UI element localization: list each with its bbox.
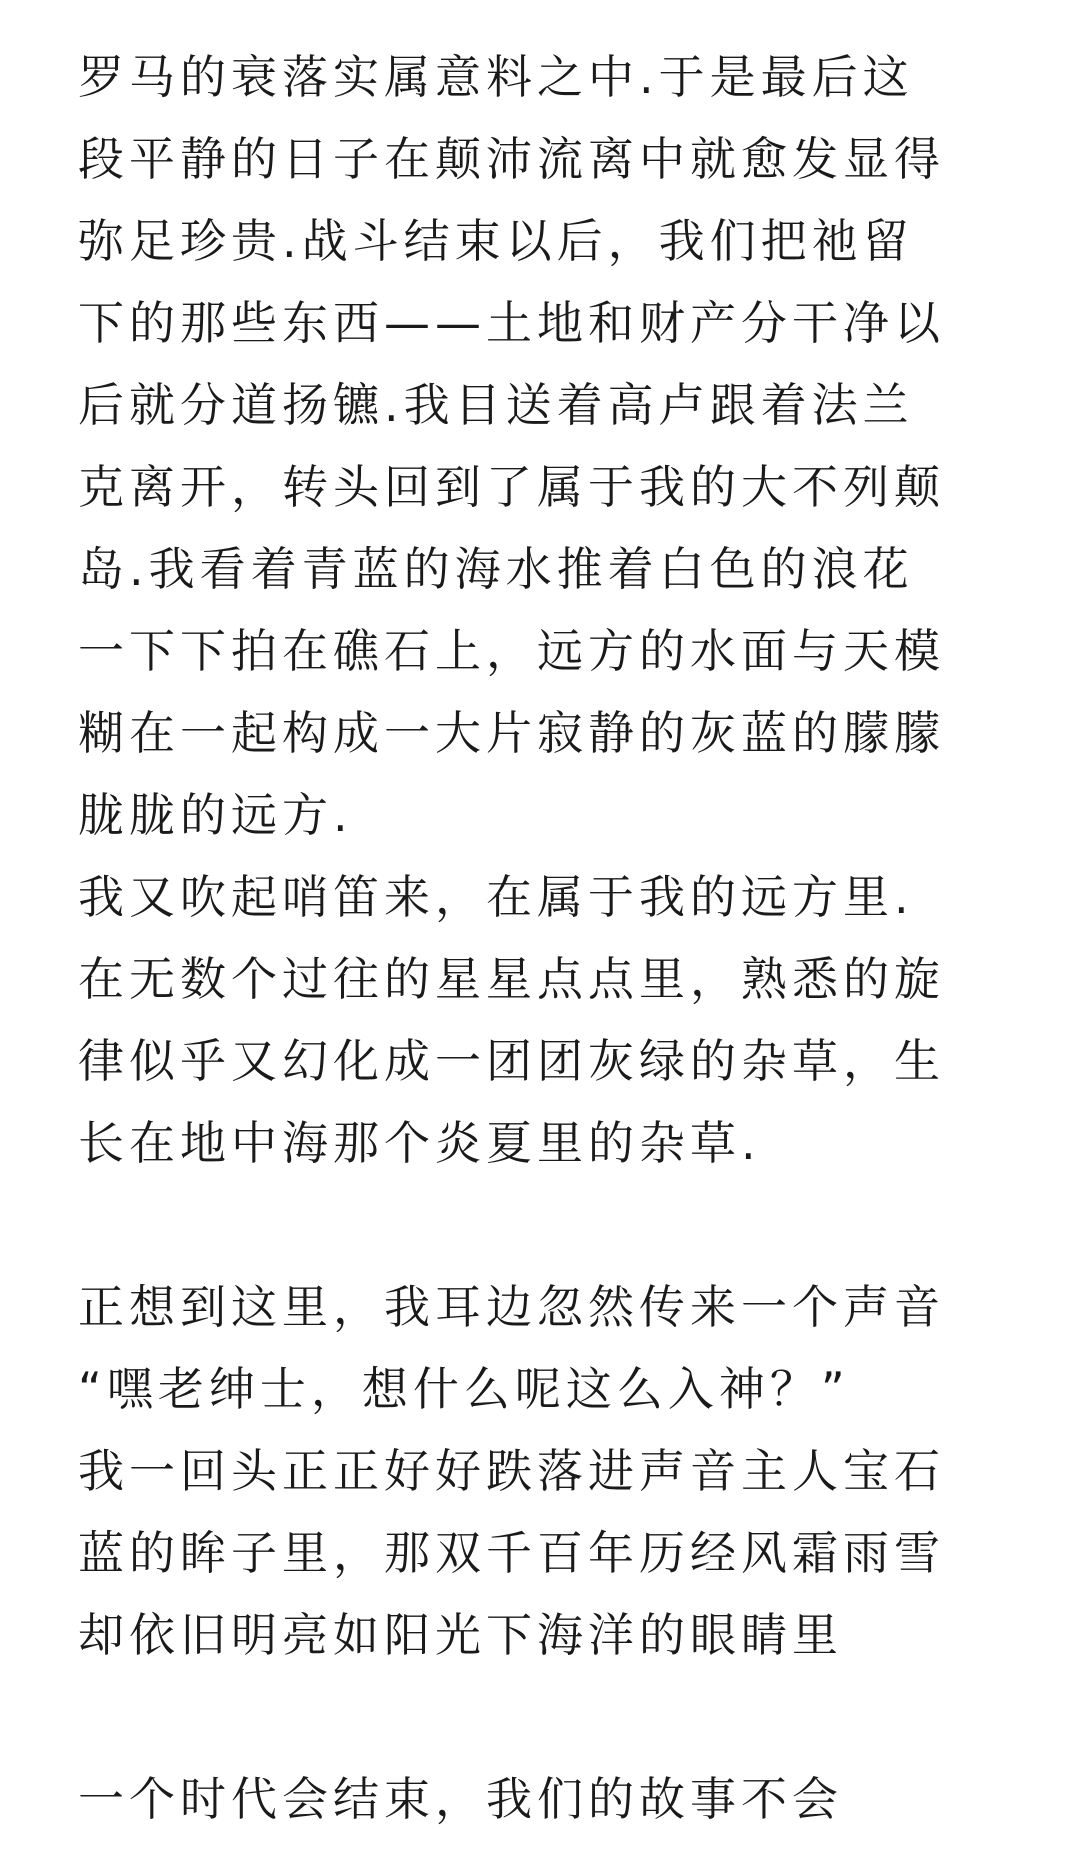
- text-line: 律似乎又幻化成一团团灰绿的杂草，生: [78, 1034, 945, 1088]
- text-line: 下的那些东西——土地和财产分干净以: [78, 296, 945, 350]
- paragraph-1: [78, 36, 1018, 856]
- text-line: 后就分道扬镳.我目送着高卢跟着法兰: [78, 378, 914, 432]
- text-line: 正想到这里，我耳边忽然传来一个声音: [78, 1280, 945, 1334]
- text-line: 我又吹起哨笛来，在属于我的远方里.: [78, 870, 914, 924]
- paragraph-2: [78, 856, 1018, 1184]
- text-line: 罗马的衰落实属意料之中.于是最后这: [78, 50, 914, 104]
- story-text: [78, 36, 1018, 1840]
- text-line: 糊在一起构成一大片寂静的灰蓝的朦朦: [78, 706, 945, 760]
- text-line: 胧胧的远方.: [78, 788, 353, 842]
- text-line: 我一回头正正好好跌落进声音主人宝石: [78, 1444, 945, 1498]
- text-line: 却依旧明亮如阳光下海洋的眼睛里: [78, 1608, 843, 1662]
- paragraph-3: [78, 1266, 1018, 1676]
- text-line: 长在地中海那个炎夏里的杂草.: [78, 1116, 761, 1170]
- text-line: 蓝的眸子里，那双千百年历经风霜雨雪: [78, 1526, 945, 1580]
- text-line: 一下下拍在礁石上，远方的水面与天模: [78, 624, 945, 678]
- paragraph-4: [78, 1758, 1018, 1840]
- text-line: 一个时代会结束，我们的故事不会: [78, 1772, 843, 1826]
- text-line: 岛.我看着青蓝的海水推着白色的浪花: [78, 542, 914, 596]
- text-line: 在无数个过往的星星点点里，熟悉的旋: [78, 952, 945, 1006]
- text-line: 弥足珍贵.战斗结束以后，我们把祂留: [78, 214, 914, 268]
- text-line: “嘿老绅士，想什么呢这么入神？”: [78, 1362, 850, 1416]
- paragraph-spacer: [78, 1184, 1018, 1266]
- paragraph-spacer: [78, 1676, 1018, 1758]
- text-line: 克离开，转头回到了属于我的大不列颠: [78, 460, 945, 514]
- text-line: 段平静的日子在颠沛流离中就愈发显得: [78, 132, 945, 186]
